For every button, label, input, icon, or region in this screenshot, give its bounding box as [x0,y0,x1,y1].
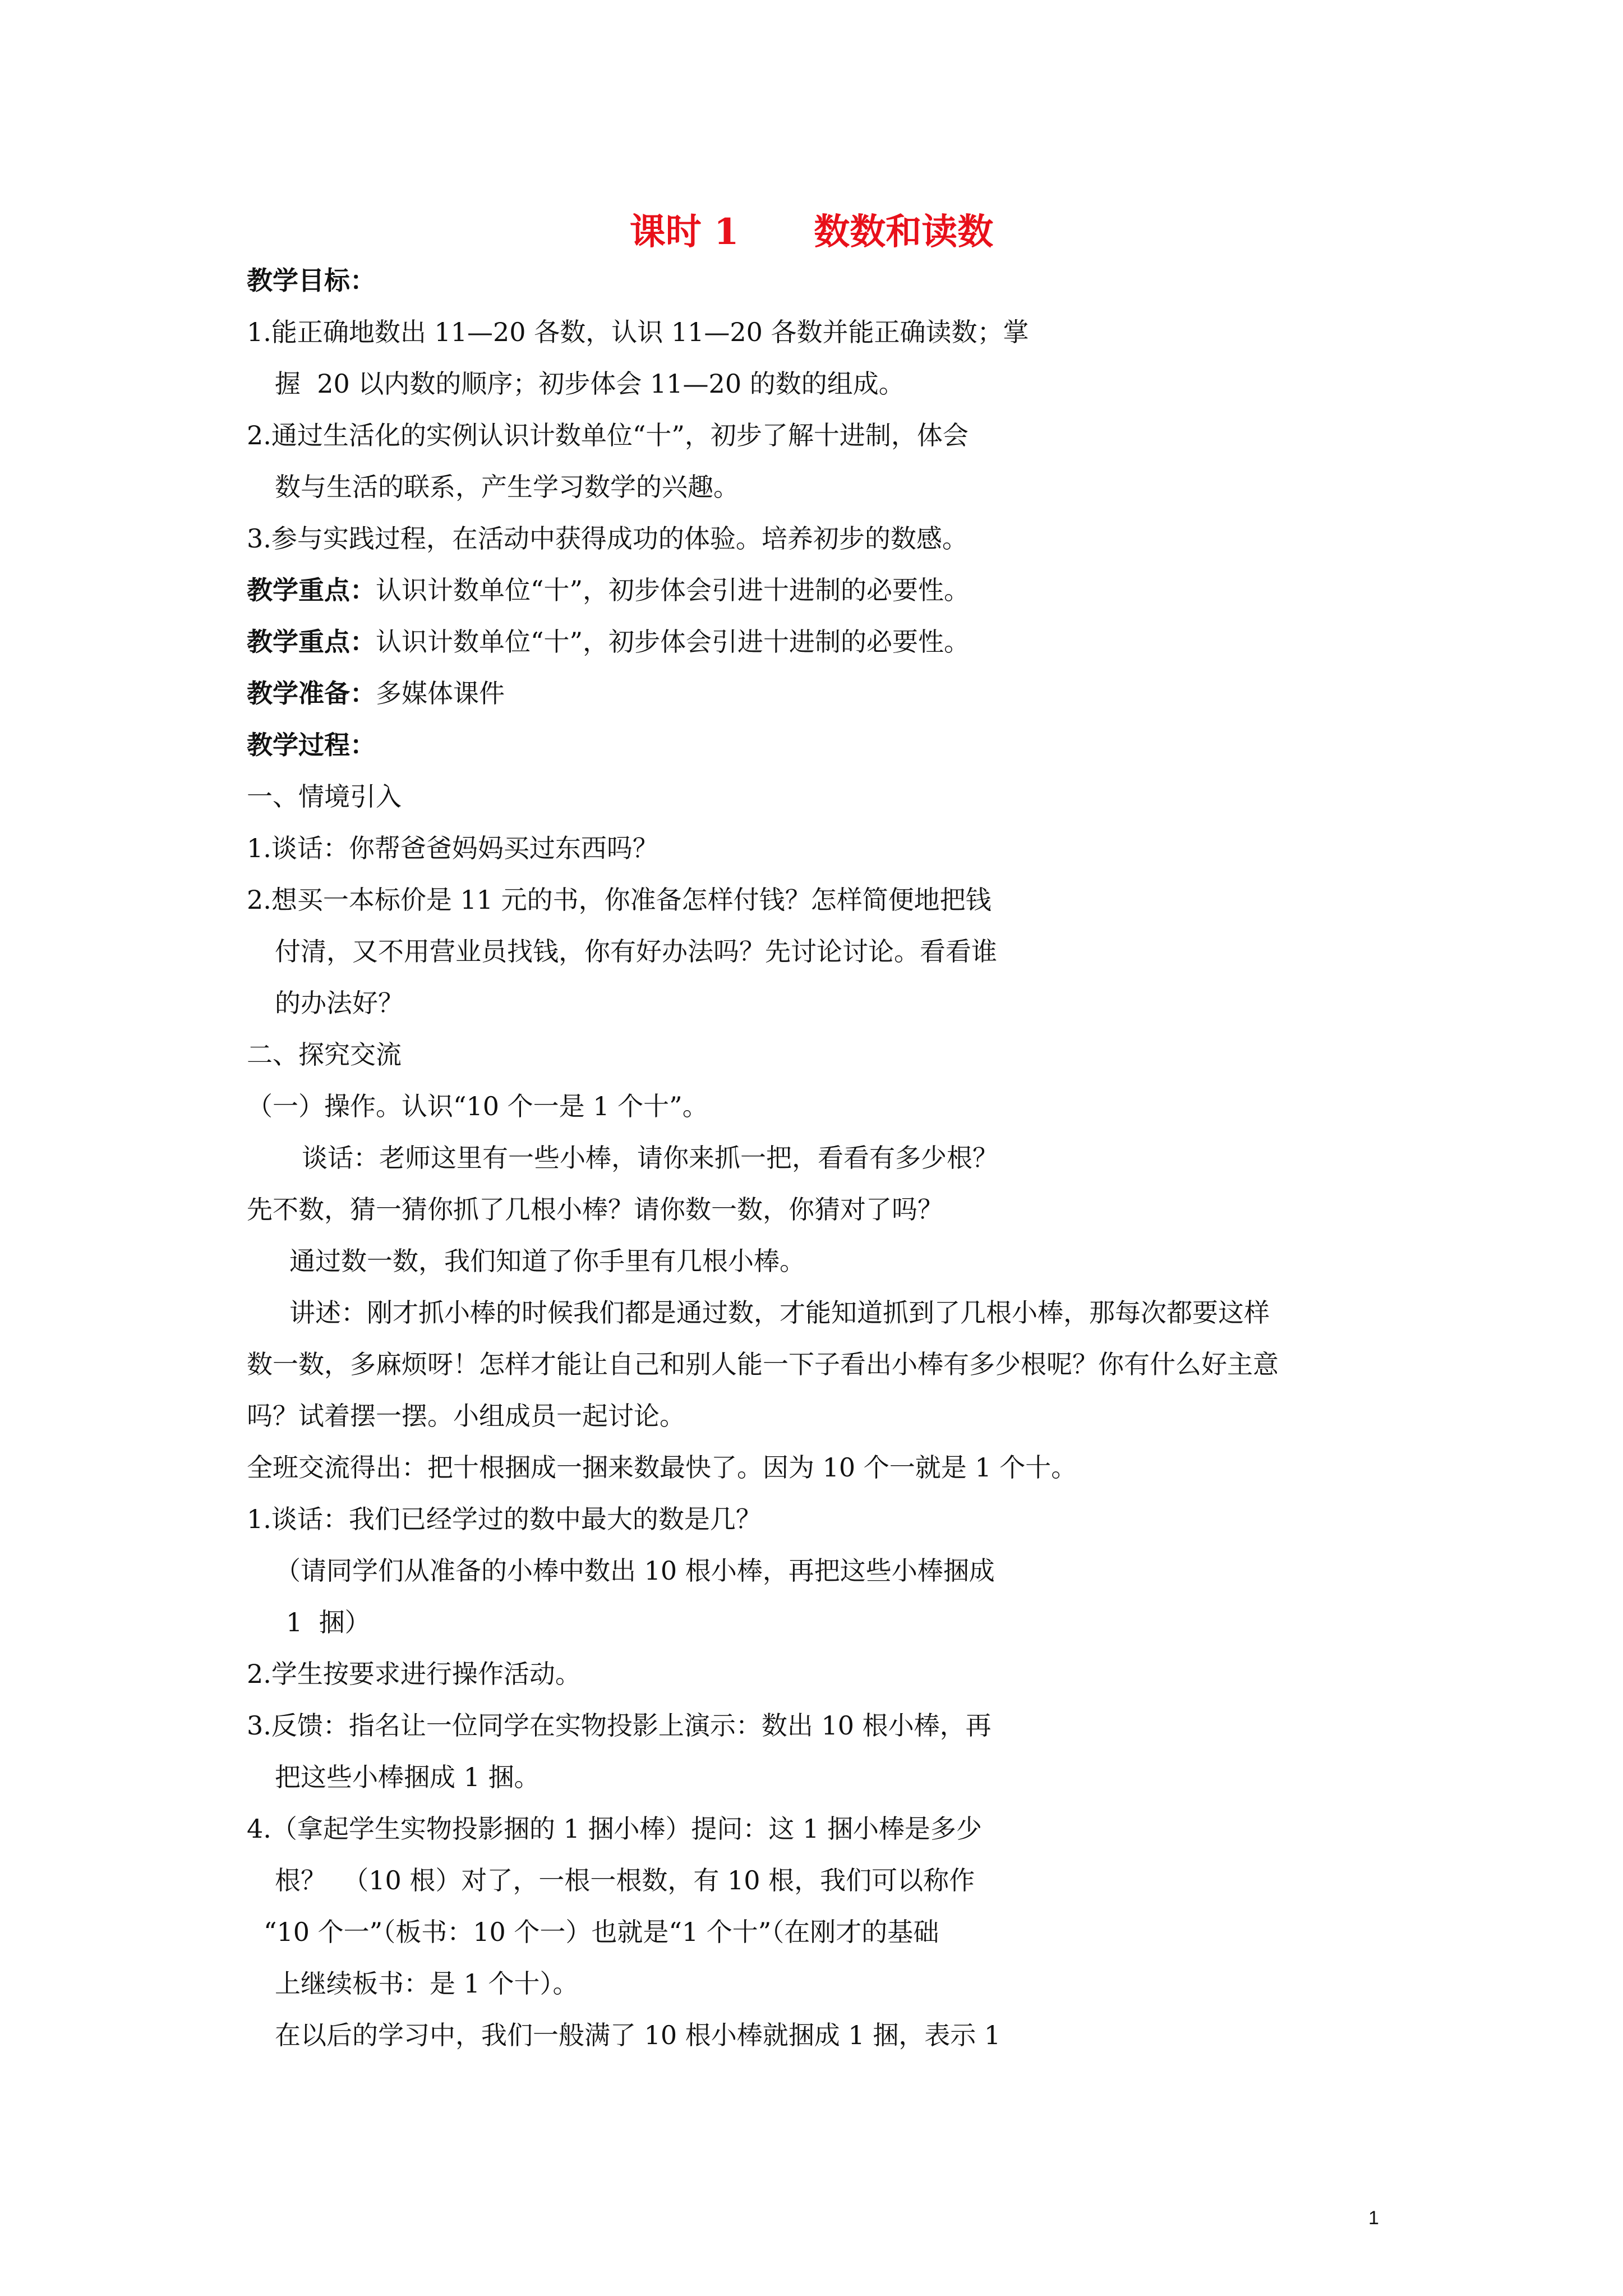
paragraph-3-line-3: 吗？试着摆一摆。小组成员一起讨论。 [247,1401,685,1431]
objective-1-line-1: 1.能正确地数出 11—20 各数，认识 11—20 各数并能正确读数；掌 [247,317,1029,347]
paragraph-3-line-1: 讲述：刚才抓小棒的时候我们都是通过数，才能知道抓到了几根小棒，那每次都要这样 [289,1297,1270,1328]
section-2-heading: 二、探究交流 [247,1039,402,1070]
item-1: 1.谈话：我们已经学过的数中最大的数是几？ [247,1504,762,1534]
objectives-heading: 教学目标： [247,265,376,296]
key-point-2-text: 认识计数单位“十”，初步体会引进十进制的必要性。 [376,627,970,657]
section-1-item-1: 1.谈话：你帮爸爸妈妈买过东西吗？ [247,833,658,863]
preparation-label: 教学准备： [247,678,376,708]
item-4-line-2: 根？ （10 根）对了，一根一根数，有 10 根，我们可以称作 [275,1865,975,1895]
key-point-1-label: 教学重点： [247,575,376,605]
item-4-line-1: 4.（拿起学生实物投影捆的 1 捆小棒）提问：这 1 捆小棒是多少 [247,1814,982,1844]
section-1-item-2-line-3: 的办法好？ [275,988,404,1018]
page-number: 1 [1368,2207,1379,2229]
preparation-text: 多媒体课件 [376,678,505,708]
item-1-line-2: （请同学们从准备的小棒中数出 10 根小棒，再把这些小棒捆成 [275,1556,995,1586]
page-title: 课时 1 数数和读数 [629,211,994,253]
preparation [247,677,505,710]
item-2: 2.学生按要求进行操作活动。 [247,1659,581,1689]
item-1-line-3: 1 捆） [286,1607,371,1637]
item-4-line-4: 上继续板书：是 1 个十）。 [275,1968,579,1999]
process-heading: 教学过程： [247,730,376,760]
key-point-2 [247,625,970,659]
section-1-item-2-line-1: 2.想买一本标价是 11 元的书，你准备怎样付钱？怎样简便地把钱 [247,885,992,915]
objective-1-line-2: 握 20 以内数的顺序；初步体会 11—20 的数的组成。 [275,369,905,399]
paragraph-3-line-2: 数一数，多麻烦呀！怎样才能让自己和别人能一下子看出小棒有多少根呢？你有什么好主意 [247,1349,1279,1379]
key-point-1-text: 认识计数单位“十”，初步体会引进十进制的必要性。 [376,575,970,605]
objective-3: 3.参与实践过程，在活动中获得成功的体验。培养初步的数感。 [247,523,968,554]
item-4-line-5: 在以后的学习中，我们一般满了 10 根小棒就捆成 1 捆，表示 1 [275,2020,1001,2050]
section-1-item-2-line-2: 付清，又不用营业员找钱，你有好办法吗？先讨论讨论。看看谁 [275,936,997,967]
objective-2-line-2: 数与生活的联系，产生学习数学的兴趣。 [275,472,739,502]
key-point-1 [247,573,970,607]
key-point-2-label: 教学重点： [247,627,376,657]
objective-2-line-1: 2.通过生活化的实例认识计数单位“十”，初步了解十进制，体会 [247,420,969,450]
paragraph-1-line-2: 先不数，猜一猜你抓了几根小棒？请你数一数，你猜对了吗？ [247,1194,943,1225]
paragraph-4: 全班交流得出：把十根捆成一捆来数最快了。因为 10 个一就是 1 个十。 [247,1452,1077,1483]
item-3-line-2: 把这些小棒捆成 1 捆。 [275,1762,540,1792]
paragraph-2: 通过数一数，我们知道了你手里有几根小棒。 [289,1246,805,1276]
section-1-heading: 一、情境引入 [247,781,402,812]
subsection-1-heading: （一）操作。认识“10 个一是 1 个十”。 [247,1091,708,1121]
item-3-line-1: 3.反馈：指名让一位同学在实物投影上演示：数出 10 根小棒，再 [247,1710,992,1741]
item-4-line-3: “10 个一”（板书：10 个一）也就是“1 个十”（在刚才的基础 [264,1917,939,1947]
paragraph-1-line-1: 谈话：老师这里有一些小棒，请你来抓一把，看看有多少根？ [302,1143,998,1173]
